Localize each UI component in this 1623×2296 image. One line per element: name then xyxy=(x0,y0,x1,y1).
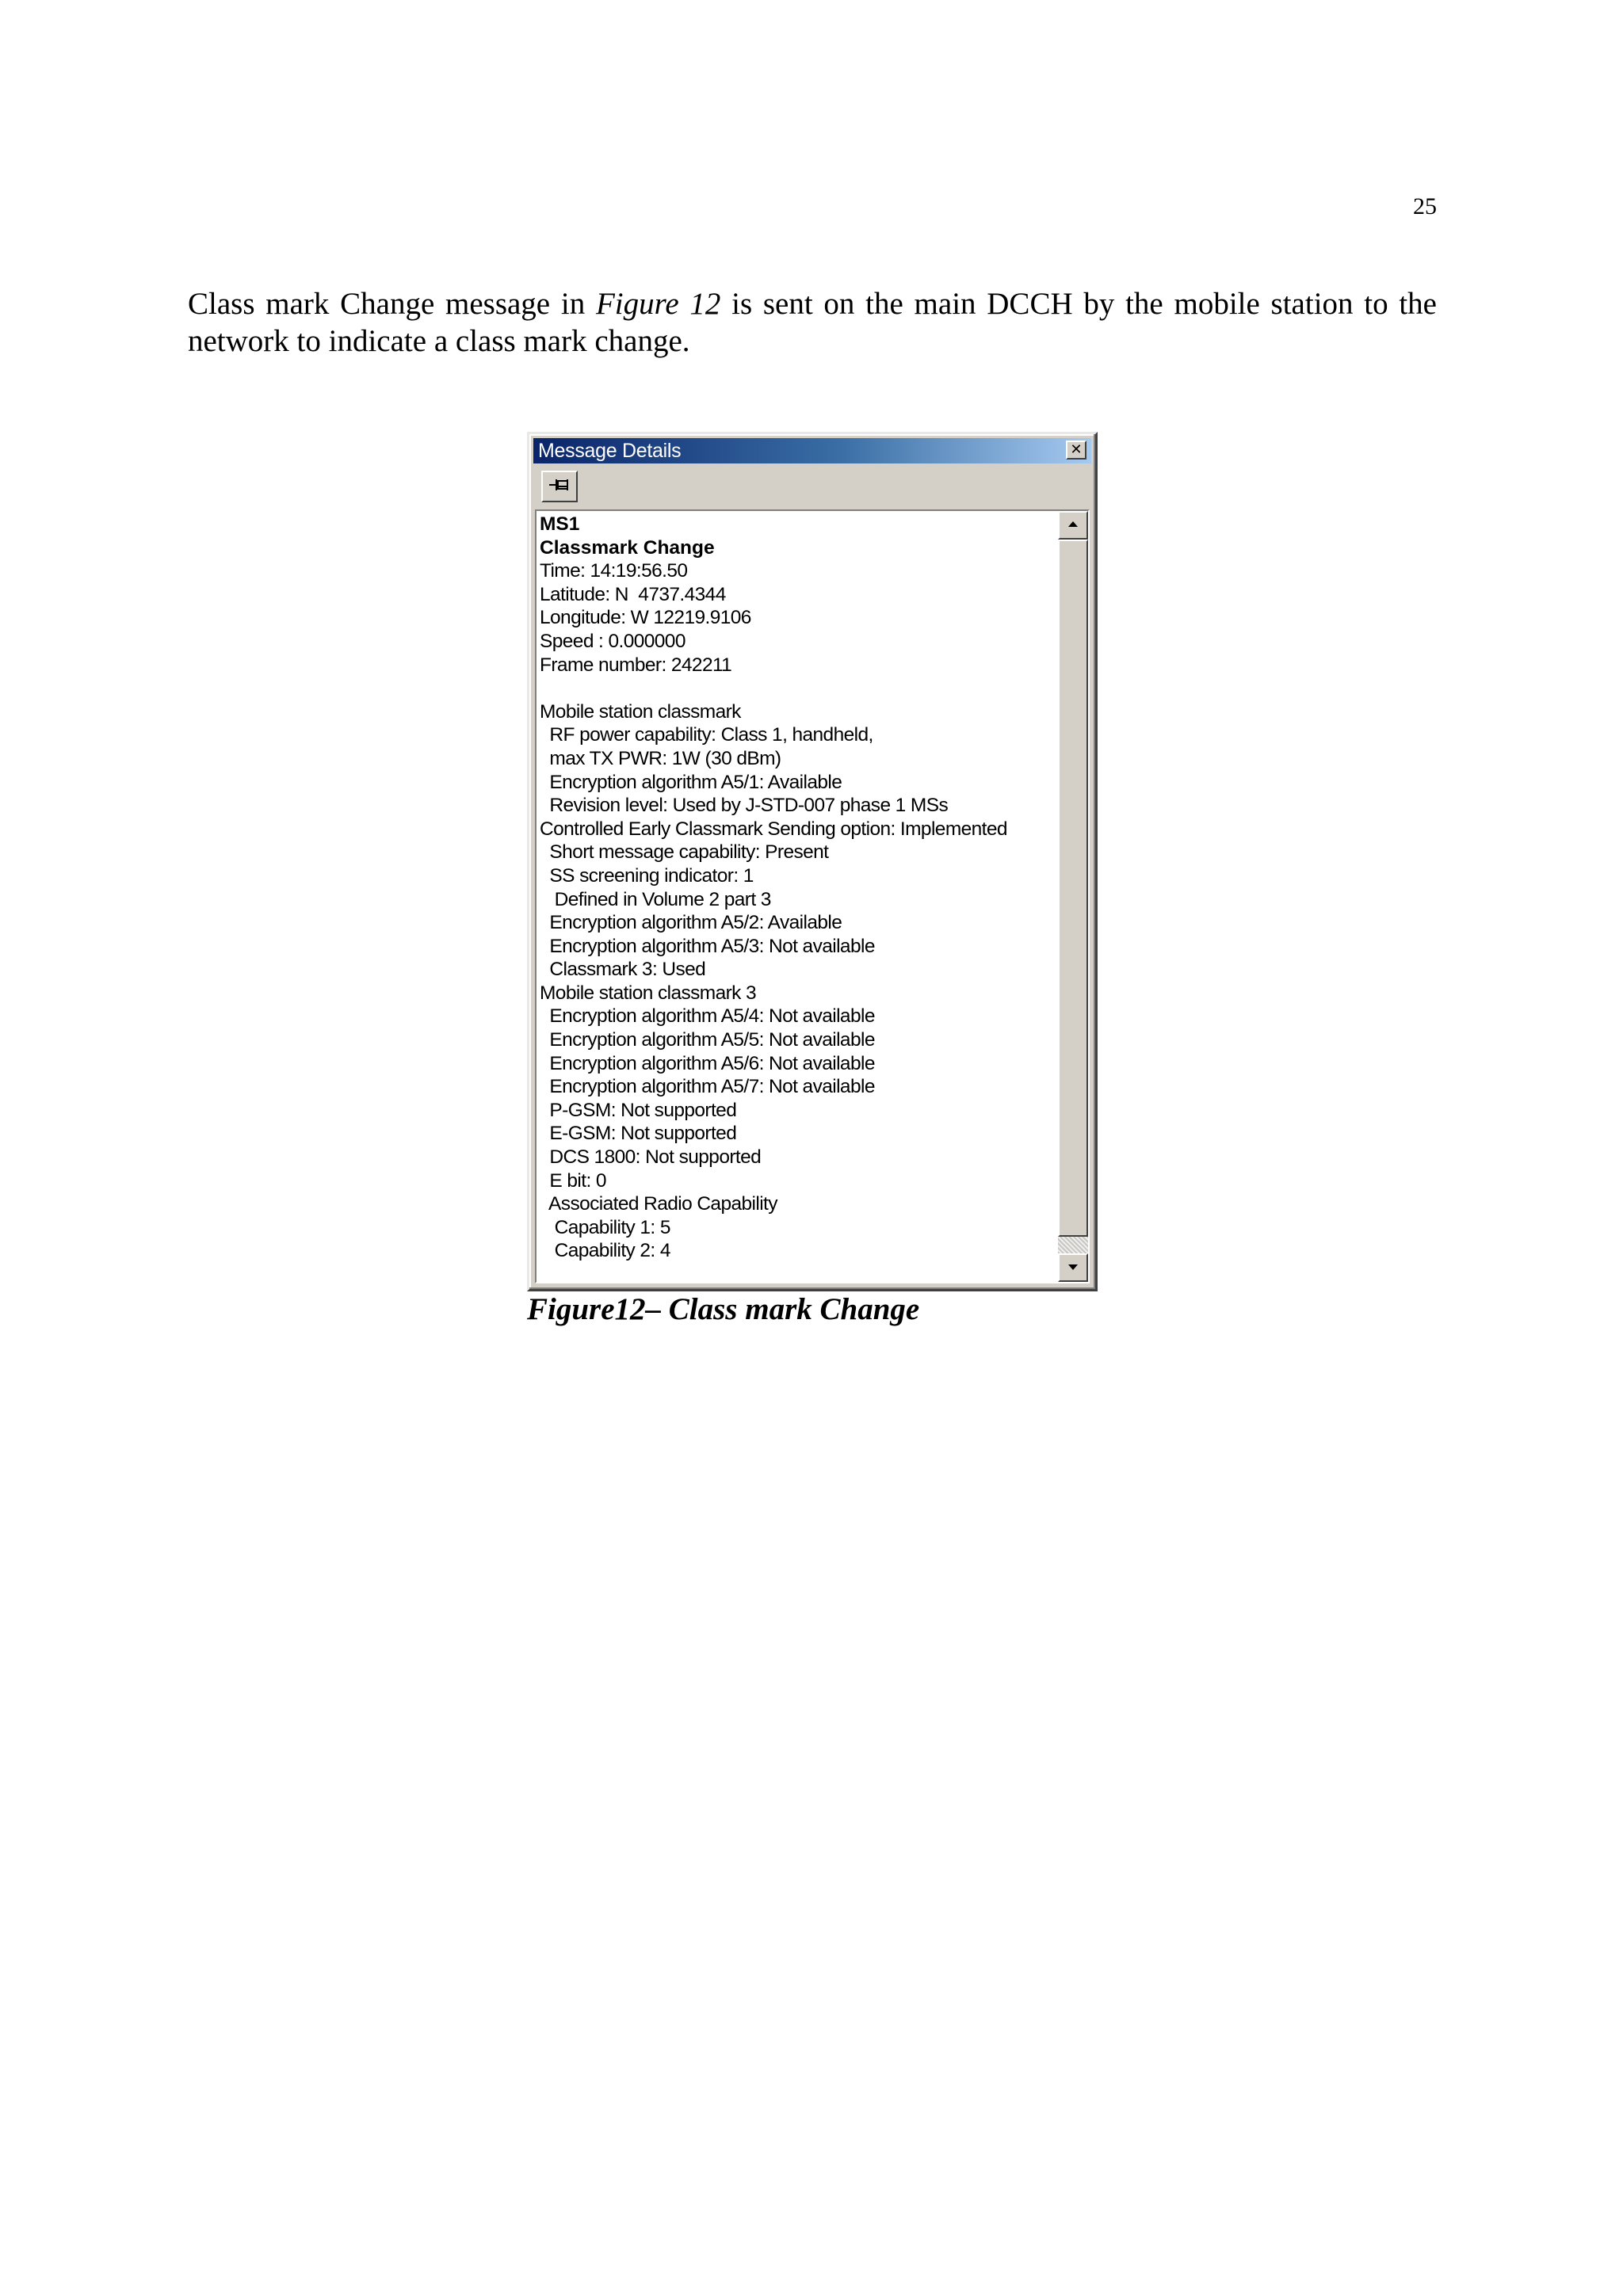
message-line: Speed : 0.000000 xyxy=(540,630,685,652)
intro-paragraph xyxy=(188,285,1437,360)
message-line: Latitude: N 4737.4344 xyxy=(540,583,726,605)
message-line: Controlled Early Classmark Sending option: Implemented xyxy=(540,818,1007,840)
scroll-track[interactable] xyxy=(1058,1237,1088,1253)
intro-text-after: is sent on the main DCCH by the mobile station to the network to indicate a class mark change. xyxy=(188,287,1437,358)
vertical-scrollbar[interactable] xyxy=(1058,511,1088,1282)
window-title: Message Details xyxy=(538,439,682,462)
message-line: Encryption algorithm A5/5: Not available xyxy=(540,1029,875,1051)
message-line: Encryption algorithm A5/3: Not available xyxy=(540,935,875,957)
message-source: MS1 xyxy=(540,513,580,535)
scroll-thumb[interactable] xyxy=(1058,540,1088,1237)
message-line: DCS 1800: Not supported xyxy=(540,1146,762,1169)
figure-caption: Figure12– Class mark Change xyxy=(527,1292,920,1326)
arrow-down-icon xyxy=(1067,1263,1079,1271)
close-icon: ✕ xyxy=(1070,441,1083,458)
message-content xyxy=(540,513,1055,1263)
message-line: Classmark 3: Used xyxy=(540,959,706,981)
message-details-window xyxy=(527,432,1098,1291)
message-line: Encryption algorithm A5/7: Not available xyxy=(540,1076,875,1098)
close-button[interactable] xyxy=(1066,441,1086,460)
message-line: Encryption algorithm A5/1: Available xyxy=(540,771,842,793)
message-line: Mobile station classmark 3 xyxy=(540,982,757,1004)
arrow-up-icon xyxy=(1067,521,1079,528)
message-text-area[interactable] xyxy=(535,509,1090,1283)
page-number: 25 xyxy=(1413,193,1437,219)
message-line: E bit: 0 xyxy=(540,1169,606,1192)
message-line: E-GSM: Not supported xyxy=(540,1123,737,1145)
message-line: Longitude: W 12219.9106 xyxy=(540,607,751,629)
window-title-bar[interactable] xyxy=(533,438,1091,463)
scroll-up-button[interactable] xyxy=(1058,511,1088,540)
scroll-down-button[interactable] xyxy=(1058,1253,1088,1282)
window-toolbar xyxy=(533,466,1091,505)
message-line: Time: 14:19:56.50 xyxy=(540,560,688,582)
message-line: Revision level: Used by J-STD-007 phase 1 MSs xyxy=(540,795,949,817)
message-line: Encryption algorithm A5/4: Not available xyxy=(540,1005,875,1028)
message-line: Encryption algorithm A5/6: Not available xyxy=(540,1052,875,1074)
message-line: Encryption algorithm A5/2: Available xyxy=(540,912,842,934)
message-type: Classmark Change xyxy=(540,536,715,559)
message-line xyxy=(540,677,1055,700)
message-line: Capability 1: 5 xyxy=(540,1216,670,1238)
message-line: RF power capability: Class 1, handheld, xyxy=(540,724,873,746)
message-line: max TX PWR: 1W (30 dBm) xyxy=(540,747,781,769)
message-line: Frame number: 242211 xyxy=(540,654,732,676)
intro-text-before: Class mark Change message in xyxy=(188,287,596,321)
pin-icon xyxy=(548,475,571,498)
message-line: Short message capability: Present xyxy=(540,841,829,864)
message-line: SS screening indicator: 1 xyxy=(540,864,754,887)
message-line: Mobile station classmark xyxy=(540,700,741,723)
message-detail-lines xyxy=(540,559,1055,1263)
message-line: Capability 2: 4 xyxy=(540,1240,670,1262)
message-line: P-GSM: Not supported xyxy=(540,1099,737,1121)
message-line: Defined in Volume 2 part 3 xyxy=(540,888,771,910)
message-line: Associated Radio Capability xyxy=(540,1193,777,1215)
figure-reference: Figure 12 xyxy=(595,287,721,321)
pin-button[interactable] xyxy=(541,471,578,502)
